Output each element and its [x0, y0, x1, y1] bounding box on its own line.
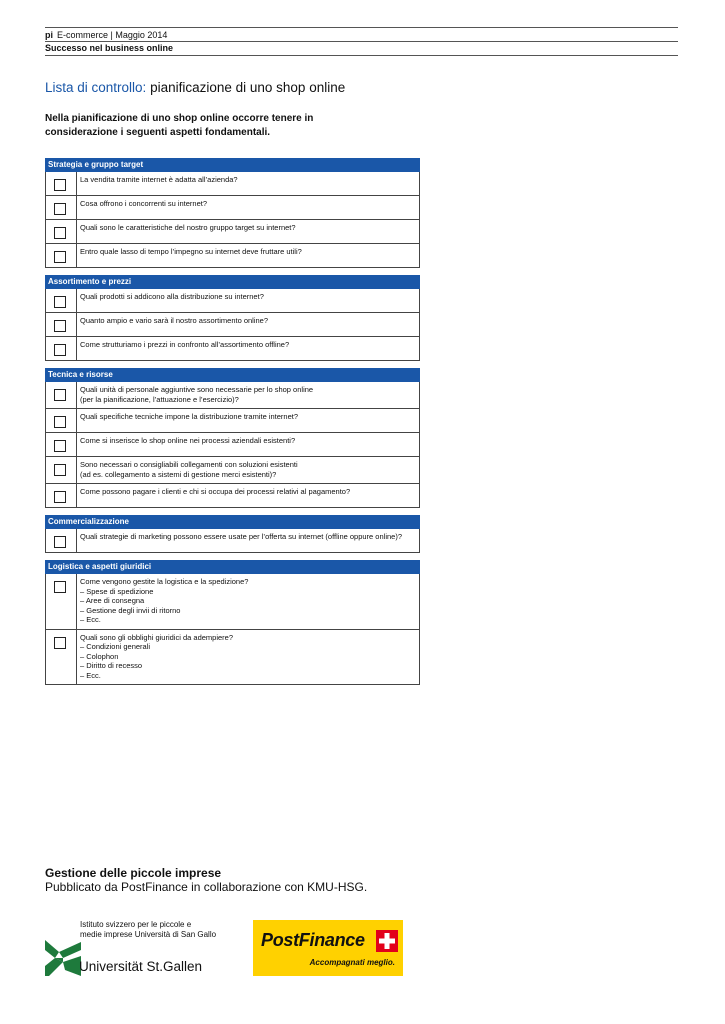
checklist-row	[45, 289, 420, 313]
footer-title: Gestione delle piccole imprese	[45, 866, 222, 880]
checklist-item-text: Quali prodotti si addicono alla distribuzione su internet?	[80, 292, 264, 301]
checklist-item-text: Sono necessari o consigliabili collegamenti con soluzioni esistenti (ad es. collegamento a sistemi di gestione merci esistenti)?	[80, 460, 298, 479]
checklist-item-text: Come vengono gestite la logistica e la spedizione? – Spese di spedizione – Aree di consegna – Gestione degli invii di ritorno – Ecc.	[80, 577, 249, 624]
checklist-row	[45, 196, 420, 220]
section-heading: Assortimento e prezzi	[45, 275, 420, 289]
checklist-section	[45, 515, 420, 553]
page-title	[45, 80, 345, 95]
checklist-section	[45, 158, 420, 268]
checkbox[interactable]	[54, 203, 66, 215]
intro-text: Nella pianificazione di uno shop online occorre tenere in considerazione i seguenti aspetti fondamentali.	[45, 113, 314, 138]
checklist-row	[45, 457, 420, 484]
postfinance-logo	[253, 920, 403, 976]
checkbox[interactable]	[54, 320, 66, 332]
checkbox[interactable]	[54, 637, 66, 649]
checklist-item-text: La vendita tramite internet è adatta all’azienda?	[80, 175, 238, 184]
checklist-item-text: Come possono pagare i clienti e chi si occupa dei processi relativi al pagamento?	[80, 487, 351, 496]
section-heading: Commercializzazione	[45, 515, 420, 529]
checklist-section	[45, 560, 420, 685]
header-rule-top	[45, 27, 678, 28]
checklist-item-text: Entro quale lasso di tempo l’impegno su internet deve fruttare utili?	[80, 247, 302, 256]
checklist-item-text: Quali specifiche tecniche impone la distribuzione tramite internet?	[80, 412, 299, 421]
hsg-name: Universität St.Gallen	[79, 959, 203, 974]
checkbox-cell	[46, 484, 77, 507]
postfinance-wordmark: PostFinance	[261, 930, 365, 950]
title-accent: Lista di controllo:	[45, 80, 147, 95]
checkbox[interactable]	[54, 464, 66, 476]
issue-info: E-commerce | Maggio 2014	[57, 30, 168, 40]
checklist-item-text: Quali strategie di marketing possono essere usate per l’offerta su internet (offline oppure online)?	[80, 532, 402, 541]
checklist-item-text: Quali sono le caratteristiche del nostro gruppo target su internet?	[80, 223, 296, 232]
brand-abbrev: pi	[45, 30, 53, 40]
checkbox[interactable]	[54, 179, 66, 191]
header-meta	[45, 30, 167, 40]
checklist-row	[45, 409, 420, 433]
checkbox-cell	[46, 337, 77, 360]
checklist-row	[45, 630, 420, 686]
checkbox-cell	[46, 172, 77, 195]
checklist-section	[45, 368, 420, 508]
checklist-row	[45, 529, 420, 553]
checklist-item-text: Quanto ampio e vario sarà il nostro assortimento online?	[80, 316, 269, 325]
checkbox[interactable]	[54, 491, 66, 503]
section-heading: Logistica e aspetti giuridici	[45, 560, 420, 574]
checklist-section	[45, 275, 420, 361]
checklist-item-text: Cosa offrono i concorrenti su internet?	[80, 199, 208, 208]
checklist-item-text: Quali unità di personale aggiuntive sono necessarie per lo shop online (per la pianificazione, l’attuazione e l’esercizio)?	[80, 385, 314, 404]
checkbox-cell	[46, 457, 77, 483]
footer-subtitle: Pubblicato da PostFinance in collaborazione con KMU-HSG.	[45, 880, 368, 894]
checkbox[interactable]	[54, 440, 66, 452]
checkbox[interactable]	[54, 296, 66, 308]
header-rule-bottom	[45, 55, 678, 56]
checkbox[interactable]	[54, 536, 66, 548]
hsg-logo-icon	[45, 940, 81, 976]
checkbox-cell	[46, 574, 77, 629]
checkbox[interactable]	[54, 581, 66, 593]
hsg-description: Istituto svizzero per le piccole e medie imprese Università di San Gallo	[80, 920, 217, 939]
checkbox-cell	[46, 220, 77, 243]
checklist-row	[45, 574, 420, 630]
checkbox-cell	[46, 529, 77, 552]
checkbox-cell	[46, 244, 77, 267]
checkbox-cell	[46, 196, 77, 219]
checkbox-cell	[46, 409, 77, 432]
checkbox[interactable]	[54, 344, 66, 356]
header-rule-mid	[45, 41, 678, 42]
checklist-row	[45, 433, 420, 457]
checkbox[interactable]	[54, 389, 66, 401]
title-rest: pianificazione di uno shop online	[150, 80, 346, 95]
checklist-item-text: Come strutturiamo i prezzi in confronto all’assortimento offline?	[80, 340, 290, 349]
checkbox-cell	[46, 382, 77, 408]
checkbox-cell	[46, 313, 77, 336]
checklist-row	[45, 172, 420, 196]
checkbox-cell	[46, 433, 77, 456]
header-subtitle: Successo nel business online	[45, 43, 174, 53]
section-heading: Tecnica e risorse	[45, 368, 420, 382]
checkbox[interactable]	[54, 227, 66, 239]
checklist-item-text: Quali sono gli obblighi giuridici da adempiere? – Condizioni generali – Colophon – Diritto di recesso – Ecc.	[80, 632, 234, 680]
checkbox-cell	[46, 289, 77, 312]
checkbox-cell	[46, 630, 77, 685]
checkbox[interactable]	[54, 416, 66, 428]
checklist	[45, 158, 420, 692]
checkbox[interactable]	[54, 251, 66, 263]
checklist-row	[45, 313, 420, 337]
checklist-row	[45, 484, 420, 508]
swiss-cross-icon	[374, 928, 400, 954]
checklist-row	[45, 244, 420, 268]
checklist-row	[45, 220, 420, 244]
section-heading: Strategia e gruppo target	[45, 158, 420, 172]
checklist-item-text: Come si inserisce lo shop online nei processi aziendali esistenti?	[80, 436, 296, 445]
checklist-row	[45, 337, 420, 361]
postfinance-slogan: Accompagnati meglio.	[309, 958, 395, 967]
checklist-row	[45, 382, 420, 409]
